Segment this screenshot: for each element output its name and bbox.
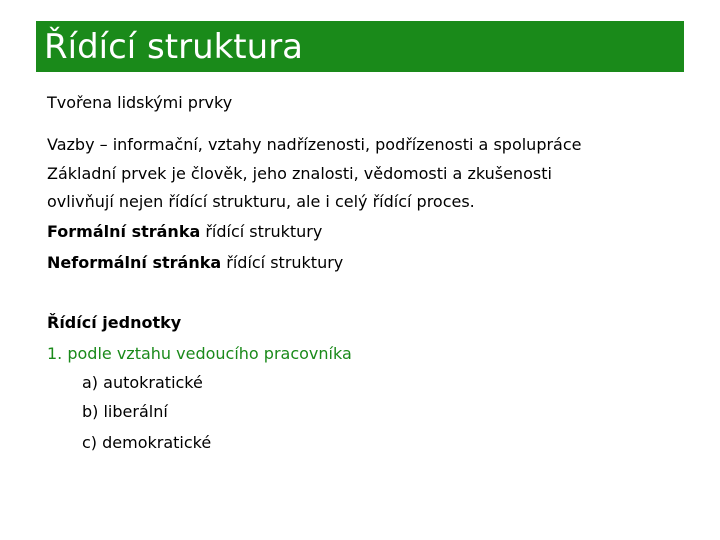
subitem-a: a) autokratické [82, 373, 203, 392]
formal-aspect-rest: řídící struktury [200, 222, 323, 241]
bullet-line-3-cont: ovlivňují nejen řídící strukturu, ale i celý řídící proces. [47, 192, 475, 211]
bullet-line-3: Základní prvek je člověk, jeho znalosti, vědomosti a zkušenosti [47, 164, 552, 183]
subitem-c: c) demokratické [82, 433, 212, 452]
numbered-item-1: 1. podle vztahu vedoucího pracovníka [47, 344, 352, 363]
title-bar [36, 21, 684, 72]
formal-aspect-bold: Formální stránka [47, 222, 201, 241]
informal-aspect-line [47, 250, 343, 276]
informal-aspect-rest: řídící struktury [221, 253, 344, 272]
formal-aspect-line [47, 219, 322, 245]
bullet-line-1: Tvořena lidskými prvky [47, 93, 233, 112]
control-units-bold: Řídící jednotky [47, 313, 182, 332]
control-units-heading [47, 310, 181, 336]
slide-title: Řídící struktura [44, 27, 304, 67]
informal-aspect-bold: Neformální stránka [47, 253, 222, 272]
bullet-line-2: Vazby – informační, vztahy nadřízenosti, podřízenosti a spolupráce [47, 135, 582, 154]
subitem-b: b) liberální [82, 402, 168, 421]
